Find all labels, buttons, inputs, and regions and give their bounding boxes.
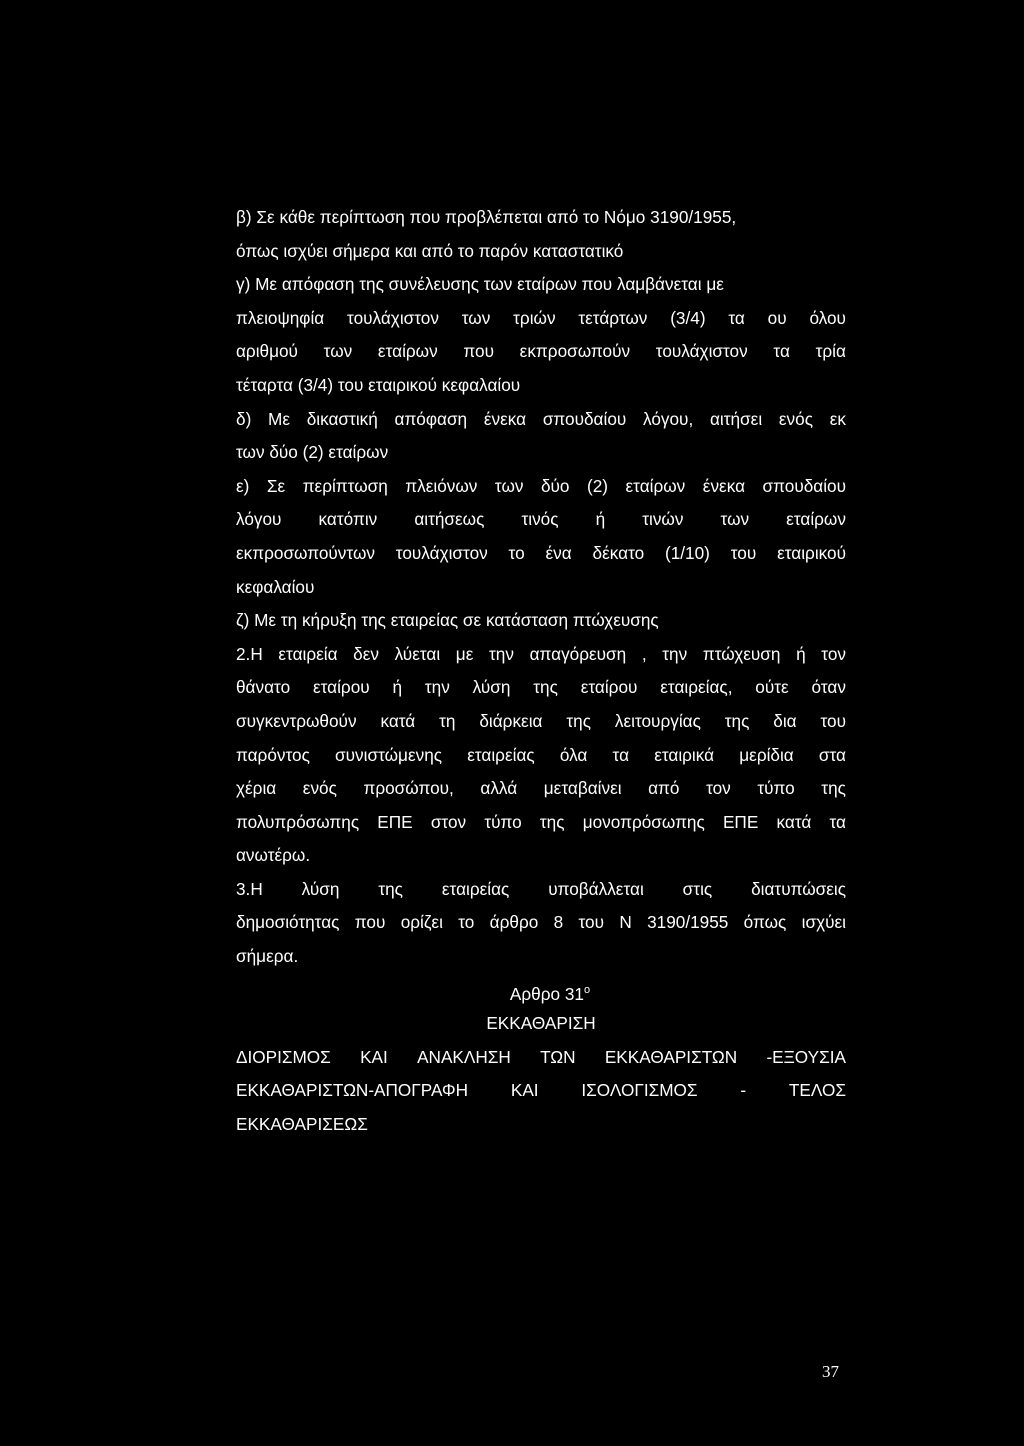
- word: τα: [728, 307, 745, 328]
- word: που: [463, 341, 494, 362]
- word: στα: [818, 744, 846, 765]
- word: τύπο: [484, 811, 522, 832]
- word: αιτήσεως: [414, 509, 485, 530]
- word: εταίρων: [377, 341, 438, 362]
- paragraph-b-line-1: β) Σε κάθε περίπτωση που προβλέπεται από το Νόμο 3190/1955,: [236, 207, 737, 227]
- paragraph-2-line-7: ανωτέρω.: [236, 845, 311, 866]
- paragraph-2-line-2: [236, 671, 846, 705]
- paragraph-e-line-2: [236, 503, 846, 537]
- word: άρθρο: [489, 912, 539, 933]
- word: την: [662, 643, 688, 664]
- word: τα: [829, 811, 846, 832]
- word: σπουδαίου: [762, 475, 846, 496]
- word: ΕΠΕ: [722, 811, 759, 832]
- word: της: [533, 677, 558, 698]
- word: της: [821, 778, 846, 799]
- word: πλειόνων: [405, 475, 478, 496]
- word: μερίδια: [739, 744, 794, 765]
- word: τετάρτων: [578, 307, 648, 328]
- word: εκ: [829, 408, 846, 429]
- word: πλειοψηφία: [236, 307, 325, 328]
- word: ένα: [545, 542, 572, 563]
- paragraph-2-line-3: [236, 705, 846, 739]
- word: ΕΚΚΑΘΑΡΙΣΤΩΝ: [604, 1046, 738, 1067]
- paragraph-2-line-6: [236, 806, 846, 840]
- word: ΚΑΙ: [510, 1080, 539, 1101]
- word: στις: [682, 878, 713, 899]
- word: συγκεντρωθούν: [236, 710, 357, 731]
- word: που: [354, 912, 386, 933]
- word: την: [489, 643, 514, 664]
- word: τουλάχιστον: [395, 542, 488, 563]
- word: ενός: [302, 778, 337, 799]
- word: το: [508, 542, 525, 563]
- word: σπουδαίου: [542, 408, 627, 429]
- paragraph-e-line-3: [236, 537, 846, 571]
- paragraph-d-line-1: [236, 403, 846, 437]
- word: λόγου: [236, 509, 282, 530]
- word: αλλά: [480, 778, 518, 799]
- word: εταιρείας: [467, 744, 535, 765]
- word: -: [740, 1080, 747, 1101]
- word: τύπο: [757, 778, 795, 799]
- word: εταιρικά: [654, 744, 715, 765]
- word: ΕΚΚΑΘΑΡΙΣΤΩΝ-ΑΠΟΓΡΑΦΗ: [236, 1080, 469, 1101]
- word: όταν: [811, 677, 846, 698]
- word: εταίρου: [580, 677, 638, 698]
- word: ή: [595, 509, 606, 530]
- word: στον: [430, 811, 467, 832]
- paragraph-3-line-1: [236, 873, 846, 907]
- word: των: [494, 475, 524, 496]
- word: τρία: [815, 341, 846, 362]
- paragraph-2-line-5: [236, 772, 846, 806]
- page-number: 37: [822, 1362, 839, 1381]
- paragraph-2-line-4: [236, 739, 846, 773]
- word: από: [648, 778, 680, 799]
- word: όλα: [559, 744, 588, 765]
- word: όλου: [809, 307, 846, 328]
- word: δικαστική: [306, 408, 378, 429]
- word: διάρκεια: [479, 710, 543, 731]
- word: ορίζει: [400, 912, 443, 933]
- paragraph-e-line-4: κεφαλαίου: [236, 576, 315, 597]
- word: ή: [392, 677, 403, 698]
- word: ου: [767, 307, 787, 328]
- word: ΤΩΝ: [540, 1046, 576, 1067]
- word: τουλάχιστον: [347, 307, 439, 328]
- word: λειτουργίας: [614, 710, 701, 731]
- word: τριών: [513, 307, 556, 328]
- word: μονοπρόσωπης: [582, 811, 705, 832]
- word: λόγου,: [643, 408, 694, 429]
- word: εκπροσωπούν: [519, 341, 631, 362]
- word: ΕΠΕ: [377, 811, 413, 832]
- word: λύση: [301, 878, 340, 899]
- article-heading: [236, 974, 846, 1008]
- word: δέκατο: [592, 542, 645, 563]
- word: τα: [612, 744, 630, 765]
- article-subtitle: ΕΚΚΑΘΑΡΙΣΗ: [486, 1013, 596, 1034]
- word: απαγόρευση: [529, 643, 627, 664]
- word: του: [578, 912, 605, 933]
- word: εκπροσωπούντων: [236, 542, 375, 563]
- word: τα: [773, 341, 790, 362]
- article-heading-text: Αρθρο 31: [509, 983, 584, 1004]
- word: των: [720, 509, 750, 530]
- word: 2.Η: [236, 643, 263, 664]
- word: εταιρείας: [441, 878, 510, 899]
- word: ενός: [778, 408, 813, 429]
- paragraph-3-line-2: [236, 906, 846, 940]
- word: δημοσιότητας: [236, 912, 340, 933]
- word: τον: [706, 778, 731, 799]
- word: -ΕΞΟΥΣΙΑ: [766, 1046, 846, 1067]
- word: εταίρου: [312, 677, 370, 698]
- word: ή: [796, 643, 806, 664]
- paragraph-z-line-1: ζ) Με τη κήρυξη της εταιρείας σε κατάσταση πτώχευσης: [236, 610, 659, 631]
- word: τινών: [642, 509, 684, 530]
- word: (1/10): [665, 542, 710, 563]
- word: χέρια: [236, 778, 277, 799]
- paragraph-c-line-3: [236, 335, 846, 369]
- word: εταιρικού: [777, 542, 846, 563]
- word: ένεκα: [483, 408, 527, 429]
- word: υποβάλλεται: [548, 878, 644, 899]
- word: διατυπώσεις: [751, 878, 846, 899]
- word: ΚΑΙ: [360, 1046, 388, 1067]
- paragraph-2-line-1: [236, 638, 846, 672]
- word: περίπτωση: [302, 475, 388, 496]
- paragraph-c-line-2: [236, 302, 846, 336]
- paragraph-e-line-1: [236, 470, 846, 504]
- word: ΙΣΟΛΟΓΙΣΜΟΣ: [581, 1080, 698, 1101]
- word: ισχύει: [801, 912, 846, 933]
- word: παρόντος: [236, 744, 310, 765]
- word: Ν: [619, 912, 632, 933]
- word: κατόπιν: [318, 509, 378, 530]
- word: ε): [236, 475, 250, 496]
- word: ΤΕΛΟΣ: [788, 1080, 846, 1101]
- word: δ): [236, 408, 252, 429]
- word: (2): [587, 475, 609, 496]
- word: μεταβαίνει: [543, 778, 622, 799]
- word: εταιρεία: [278, 643, 338, 664]
- word: κατά: [776, 811, 812, 832]
- word: τινός: [521, 509, 559, 530]
- paragraph-c-line-4: τέταρτα (3/4) του εταιρικού κεφαλαίου: [236, 374, 521, 395]
- paragraph-d-line-2: των δύο (2) εταίρων: [236, 442, 389, 463]
- paragraph-c-line-1: γ) Με απόφαση της συνέλευσης των εταίρων που λαμβάνεται με: [236, 274, 724, 295]
- word: ΔΙΟΡΙΣΜΟΣ: [236, 1046, 331, 1067]
- word: αιτήσει: [709, 408, 763, 429]
- word: δύο: [540, 475, 570, 496]
- word: δια: [773, 710, 797, 731]
- word: την: [424, 677, 450, 698]
- word: ΑΝΑΚΛΗΣΗ: [417, 1046, 511, 1067]
- word: της: [378, 878, 403, 899]
- word: τον: [821, 643, 846, 664]
- word: προσώπου,: [363, 778, 454, 799]
- document-body: [236, 201, 846, 1142]
- word: 3190/1955: [647, 912, 729, 933]
- word: με: [455, 643, 474, 664]
- word: εταίρων: [625, 475, 686, 496]
- word: κατά: [380, 710, 416, 731]
- word: εταίρων: [786, 509, 846, 530]
- paragraph-b-line-2: όπως ισχύει σήμερα και από το παρόν καταστατικό: [236, 240, 624, 261]
- word: του: [730, 542, 757, 563]
- word: το: [458, 912, 475, 933]
- word: όπως: [743, 912, 787, 933]
- word: 8: [553, 912, 564, 933]
- word: της: [566, 710, 591, 731]
- word: αριθμού: [236, 341, 298, 362]
- word: λύεται: [394, 643, 441, 664]
- word: λύση: [472, 677, 511, 698]
- word: 3.Η: [236, 878, 263, 899]
- word: πτώχευση: [702, 643, 781, 664]
- paragraph-3-line-3: σήμερα.: [236, 946, 299, 967]
- word: Σε: [266, 475, 286, 496]
- word: απόφαση: [394, 408, 468, 429]
- word: των: [461, 307, 491, 328]
- article-heading-superscript: ο: [583, 983, 591, 996]
- word: ούτε: [755, 677, 789, 698]
- word: τουλάχιστον: [655, 341, 748, 362]
- word: Με: [268, 408, 290, 429]
- word: της: [724, 710, 750, 731]
- word: θάνατο: [236, 677, 291, 698]
- article-title-line-2: [236, 1074, 846, 1108]
- word: ένεκα: [702, 475, 746, 496]
- word: της: [539, 811, 565, 832]
- word: (3/4): [670, 307, 706, 328]
- article-title-line-1: [236, 1041, 846, 1075]
- article-title-line-3: ΕΚΚΑΘΑΡΙΣΕΩΣ: [236, 1114, 368, 1135]
- word: δεν: [353, 643, 379, 664]
- word: εταιρείας,: [660, 677, 733, 698]
- word: τη: [439, 710, 456, 731]
- word: του: [820, 710, 846, 731]
- word: των: [323, 341, 353, 362]
- word: συνιστώμενης: [335, 744, 443, 765]
- word: ,: [641, 643, 647, 664]
- word: πολυπρόσωπης: [236, 811, 360, 832]
